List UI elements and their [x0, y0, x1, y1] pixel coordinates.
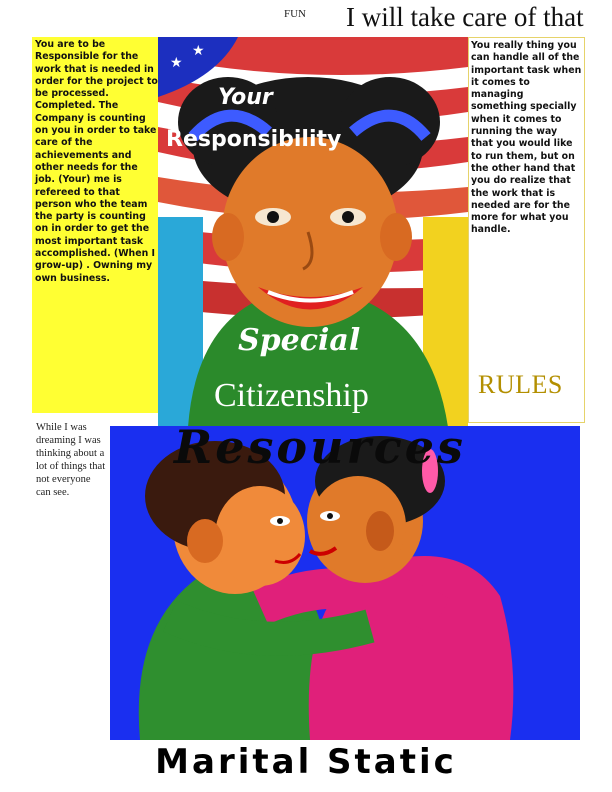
fun-label: FUN	[284, 8, 307, 20]
poster-line-special: Special	[238, 323, 361, 358]
rules-label: RULES	[478, 370, 563, 399]
resources-title: Resources	[174, 420, 466, 474]
left-text-column	[32, 37, 158, 413]
left-column-text: You are to be Responsible for the work that is needed in order for the project to be processed. Completed. The Company is counting on you in order to take care of the achievements and other needs for the job. (Your) me is refereed to that person who the team the party is counting on in order to get the most important task accomplished. (When I grow-up) . Owning my own business.	[35, 39, 158, 284]
svg-text:★: ★	[170, 55, 183, 71]
poster-line-citizenship: Citizenship	[214, 377, 369, 414]
page-headline: I will take care of that	[346, 2, 584, 32]
right-column-text: You really thing you can handle all of the important task when it comes to managing something specially when it comes to running the way that you would like to run them, but on the other hand that you do realize that the work that is needed are for the more for what you handle.	[471, 40, 582, 236]
poster-illustration	[158, 37, 468, 427]
svg-text:★: ★	[192, 43, 205, 59]
citizenship-poster	[158, 37, 468, 427]
right-text-column	[468, 37, 585, 423]
poster-line-your: Your	[218, 85, 273, 110]
dreaming-caption: While I was dreaming I was thinking about a lot of things that not everyone can see.	[36, 422, 106, 498]
poster-line-responsibility: Responsibility	[166, 127, 342, 152]
footer-title: Marital Static	[155, 742, 457, 782]
